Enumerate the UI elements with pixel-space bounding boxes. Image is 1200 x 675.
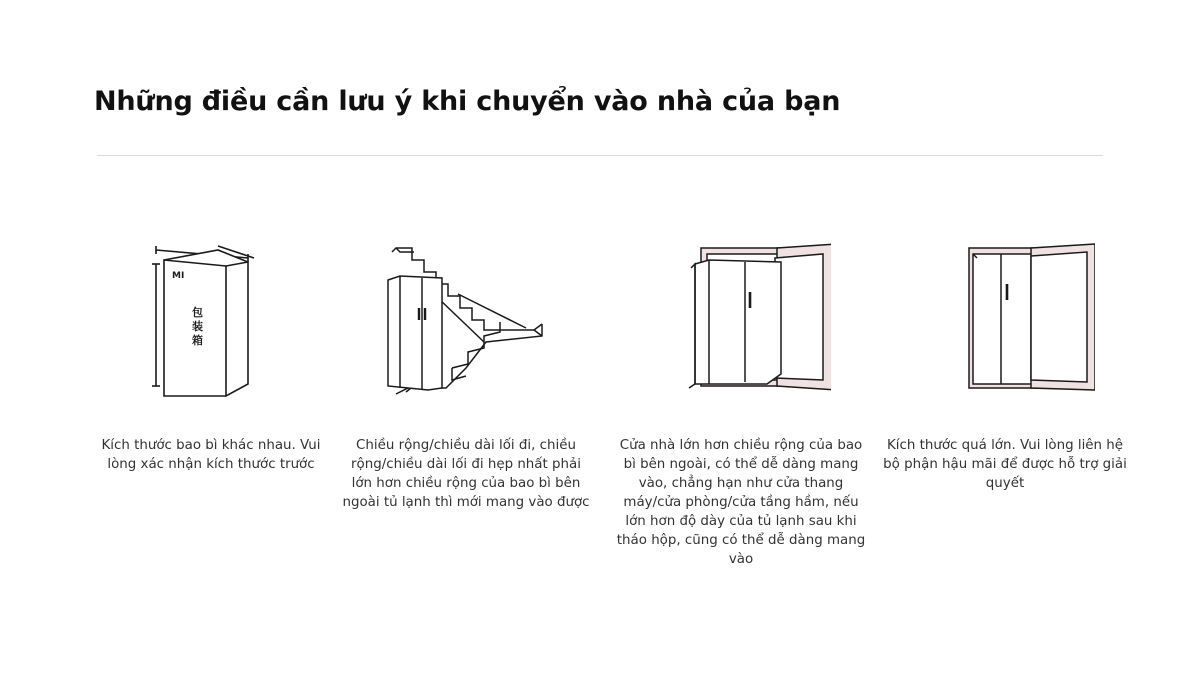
- box-char-1: 包: [192, 306, 203, 319]
- box-brand-mark: MI: [172, 271, 185, 281]
- oversized-fridge-door-icon: [880, 238, 1130, 398]
- packaging-box-icon: [86, 238, 336, 398]
- caption-packaging: Kích thước bao bì khác nhau. Vui lòng xác nhận kích thước trước: [101, 438, 321, 472]
- caption-staircase: Chiều rộng/chiều dài lối đi, chiều rộng/chiều dài lối đi hẹp nhất phải lớn hơn chiều rộng của bao bì bên ngoài tủ lạnh thì mới mang vào được: [342, 438, 590, 510]
- staircase-fridge-icon: [341, 238, 591, 398]
- title-divider: [97, 155, 1103, 156]
- caption-oversized: Kích thước quá lớn. Vui lòng liên hệ bộ phận hậu mãi để được hỗ trợ giải quyết: [883, 438, 1127, 491]
- box-char-2: 装: [192, 320, 203, 333]
- page-title: Những điều cần lưu ý khi chuyển vào nhà của bạn: [94, 86, 841, 117]
- fridge-through-door-icon: [616, 238, 866, 398]
- caption-door-pass: Cửa nhà lớn hơn chiều rộng của bao bì bên ngoài, có thể dễ dàng mang vào, chẳng hạn như cửa thang máy/cửa phòng/cửa tầng hầm, nếu lớn hơn độ dày của tủ lạnh sau khi tháo hộp, cũng có thể dễ dàng mang vào: [616, 438, 866, 567]
- box-char-3: 箱: [192, 334, 203, 347]
